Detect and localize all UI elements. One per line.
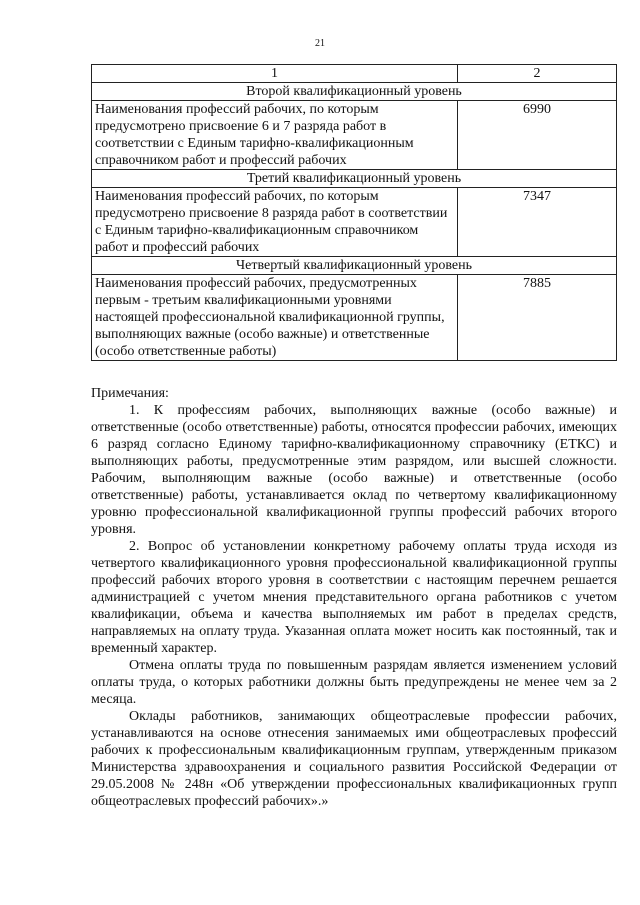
- note-paragraph: Оклады работников, занимающих общеотраслевые профессии рабочих, устанавливаются на основе отнесения занимаемых ими общеотраслевых профессий рабочих к профессиональным квалификационным группам, утвержденным приказом Министерства здравоохранения и социального развития Российской Федерации от 29.05.2008 № 248н «Об утверждении профессиональных квалификационных групп общеотраслевых профессий рабочих».»: [91, 709, 617, 809]
- notes-section: [91, 385, 617, 810]
- notes-heading: Примечания:: [91, 386, 169, 401]
- level-title-row: [92, 257, 617, 275]
- profession-description: Наименования профессий рабочих, по которым предусмотрено присвоение 8 разряда работ в соответствии с Единым тарифно-квалификационным справочником работ и профессий рабочих: [92, 188, 458, 257]
- table-header-row: [92, 65, 617, 83]
- salary-value: 7347: [458, 188, 617, 257]
- note-paragraph: 1. К профессиям рабочих, выполняющих важные (особо важные) и ответственные (особо ответственные) работы, относятся профессии рабочих, имеющих 6 разряд согласно Единому тарифно-квалификационному справочнику (ЕТКС) и выполняющих работы, предусмотренные этим разрядом, или высшей сложности. Рабочим, выполняющим важные (особо важные) и ответственные (особо ответственные) работы, устанавливается оклад по четвертому квалификационному уровню профессиональной квалификационной группы профессий рабочих второго уровня.: [91, 403, 617, 537]
- column-header-1: 1: [92, 65, 458, 83]
- level-title: Четвертый квалификационный уровень: [92, 257, 617, 275]
- page-number: 21: [315, 38, 325, 49]
- level-title-row: [92, 83, 617, 101]
- salary-value: 7885: [458, 275, 617, 361]
- table-row: [92, 101, 617, 170]
- table-row: [92, 275, 617, 361]
- level-title: Второй квалификационный уровень: [92, 83, 617, 101]
- salary-table: [91, 64, 617, 361]
- profession-description: Наименования профессий рабочих, по которым предусмотрено присвоение 6 и 7 разряда работ в соответствии с Единым тарифно-квалификационным справочником работ и профессий рабочих: [92, 101, 458, 170]
- note-paragraph: 2. Вопрос об установлении конкретному рабочему оплаты труда исходя из четвертого квалификационного уровня профессиональной квалификационной группы профессий рабочих второго уровня в соответствии с настоящим перечнем решается администрацией с учетом мнения представительного органа работников с учетом квалификации, объема и качества выполняемых им работ в пределах средств, направляемых на оплату труда. Указанная оплата может носить как постоянный, так и временный характер.: [91, 539, 617, 656]
- level-title-row: [92, 170, 617, 188]
- level-title: Третий квалификационный уровень: [92, 170, 617, 188]
- column-header-2: 2: [458, 65, 617, 83]
- table-row: [92, 188, 617, 257]
- note-paragraph: Отмена оплаты труда по повышенным разрядам является изменением условий оплаты труда, о которых работники должны быть предупреждены не менее чем за 2 месяца.: [91, 658, 617, 707]
- profession-description: Наименования профессий рабочих, предусмотренных первым - третьим квалификационными уровнями настоящей профессиональной квалификационной группы, выполняющих важные (особо важные) и ответственные (особо ответственные работы): [92, 275, 458, 361]
- salary-value: 6990: [458, 101, 617, 170]
